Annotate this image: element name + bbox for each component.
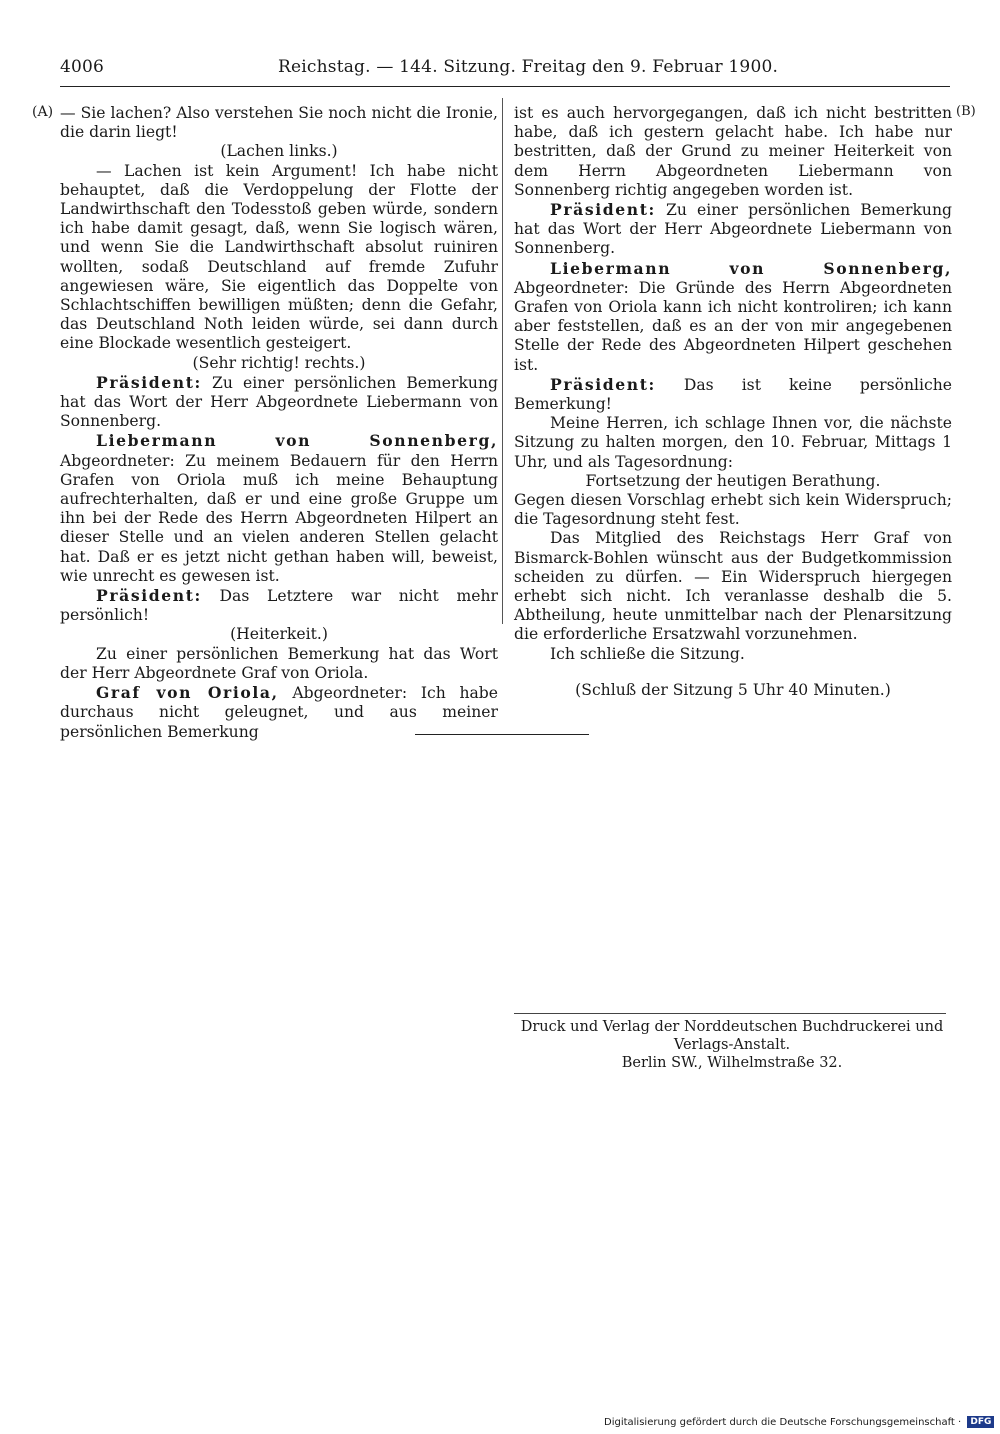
paragraph-text: Abgeordneter: Ich habe durchaus nicht geleugnet, und aus meiner persönlichen Bemerkung <box>60 684 498 741</box>
dfg-logo: DFG <box>967 1416 994 1428</box>
paragraph-text: (Schluß der Sitzung 5 Uhr 40 Minuten.) <box>575 680 891 699</box>
paragraph-text: Zu einer persönlichen Bemerkung hat das Wort der Herr Abgeordnete Graf von Oriola. <box>60 644 498 682</box>
paragraph-text: ist es auch hervorgegangen, daß ich nicht bestritten habe, daß ich gestern gelacht habe. Ich habe nur bestritten, daß der Grund zu meiner Heiterkeit von dem Herrn Abgeordneten Liebermann von Sonnenberg richtig angegeben worden ist. <box>514 104 952 199</box>
digitization-credit <box>604 1416 994 1428</box>
left-column <box>60 104 498 742</box>
paragraph-text: (Lachen links.) <box>220 142 338 161</box>
speaker-name: Liebermann von Sonnenberg, <box>96 431 498 451</box>
paragraph <box>60 142 498 161</box>
paragraph <box>514 472 952 491</box>
paragraph <box>514 645 952 664</box>
paragraph <box>60 431 498 586</box>
speaker-name: Präsident: <box>96 586 202 606</box>
paragraph <box>514 259 952 375</box>
paragraph <box>60 586 498 625</box>
paragraph <box>60 645 498 683</box>
right-column <box>514 104 952 700</box>
paragraph-text: Zu einer persönlichen Bemerkung hat das Wort der Herr Abgeordnete Liebermann von Sonnenberg. <box>60 373 498 431</box>
footer-rule <box>514 1013 946 1014</box>
imprint-line-2: Berlin SW., Wilhelmstraße 32. <box>621 1055 843 1071</box>
speaker-name: Präsident: <box>550 200 656 220</box>
paragraph-text: Meine Herren, ich schlage Ihnen vor, die nächste Sitzung zu halten morgen, den 10. Februar, Mittags 1 Uhr, und als Tagesordnung: <box>514 414 952 471</box>
speaker-name: Präsident: <box>96 372 202 392</box>
paragraph-text: (Heiterkeit.) <box>230 625 328 644</box>
paragraph-text: Fortsetzung der heutigen Berathung. <box>585 471 881 490</box>
speaker-name: Präsident: <box>550 374 656 394</box>
end-rule <box>415 734 589 735</box>
paragraph <box>60 354 498 373</box>
page-number: 4006 <box>60 57 105 77</box>
paragraph <box>60 162 498 354</box>
paragraph <box>514 681 952 700</box>
paragraph <box>514 104 952 200</box>
paragraph <box>514 200 952 259</box>
paragraph-text: Das ist keine persönliche Bemerkung! <box>514 375 952 414</box>
paragraph <box>60 625 498 644</box>
speaker-name: Liebermann von Sonnenberg, <box>550 258 952 278</box>
paragraph <box>514 491 952 529</box>
column-divider <box>502 98 503 624</box>
paragraph-text: — Sie lachen? Also verstehen Sie noch nicht die Ironie, die darin liegt! <box>60 104 498 142</box>
running-head: Reichstag. — 144. Sitzung. Freitag den 9. Februar 1900. <box>278 57 779 77</box>
speaker-name: Graf von Oriola, <box>96 683 279 703</box>
paragraph <box>60 104 498 142</box>
header-rule <box>60 86 950 87</box>
paragraph <box>514 529 952 644</box>
paragraph-text: Abgeordneter: Zu meinem Bedauern für den Herrn Grafen von Oriola muß ich meine Behauptung aufrechterhalten, daß er und eine große Gruppe um ihn bei der Rede des Herrn Abgeordneten Hilpert an dieser Stelle und an vielen anderen Stellen gelacht hat. Daß er es jetzt nicht gethan haben will, beweist, wie unrecht es gewesen ist. <box>60 451 498 585</box>
paragraph-text: Abgeordneter: Die Gründe des Herrn Abgeordneten Grafen von Oriola kann ich nicht kontroliren; ich kann aber feststellen, daß es an der von mir angegebenen Stelle der Rede des Abgeordneten Hilpert geschehen ist. <box>514 278 952 374</box>
margin-mark-b: (B) <box>956 104 976 119</box>
paragraph-text: — Lachen ist kein Argument! Ich habe nicht behauptet, daß die Verdoppelung der Flotte der Landwirthschaft den Todesstoß geben würde, sondern ich habe damit gesagt, daß, wenn Sie logisch wären, und wenn Sie die Landwirthschaft absolut ruiniren wollten, sodaß Deutschland auf fremde Zufuhr angewiesen wäre, Sie eigentlich das Doppelte von Schlachtschiffen bewilligen müßten; denn die Gefahr, das Deutschland Noth leiden würde, sei dann durch eine Blockade wesentlich gesteigert. <box>60 161 498 353</box>
paragraph-text: (Sehr richtig! rechts.) <box>192 353 366 372</box>
imprint-line-1: Druck und Verlag der Norddeutschen Buchdruckerei und Verlags-Anstalt. <box>520 1019 944 1053</box>
imprint <box>514 1018 950 1072</box>
paragraph <box>514 375 952 414</box>
paragraph <box>514 414 952 472</box>
paragraph-text: Gegen diesen Vorschlag erhebt sich kein Widerspruch; die Tagesordnung steht fest. <box>514 491 952 529</box>
paragraph-text: Das Mitglied des Reichstags Herr Graf von Bismarck-Bohlen wünscht aus der Budgetkommission scheiden zu dürfen. — Ein Widerspruch hiergegen erhebt sich nicht. Ich veranlasse deshalb die 5. Abtheilung, heute unmittelbar nach der Plenarsitzung die erforderliche Ersatzwahl vorzunehmen. <box>514 529 952 644</box>
paragraph <box>60 373 498 432</box>
paragraph <box>60 683 498 742</box>
paragraph-text: Zu einer persönlichen Bemerkung hat das Wort der Herr Abgeordnete Liebermann von Sonnenberg. <box>514 201 952 258</box>
margin-mark-a: (A) <box>32 104 54 120</box>
page-header <box>60 57 950 79</box>
credit-text: Digitalisierung gefördert durch die Deutsche Forschungsgemeinschaft · <box>604 1417 962 1428</box>
paragraph-text: Das Letztere war nicht mehr persönlich! <box>60 587 498 625</box>
paragraph-text: Ich schließe die Sitzung. <box>550 644 745 663</box>
